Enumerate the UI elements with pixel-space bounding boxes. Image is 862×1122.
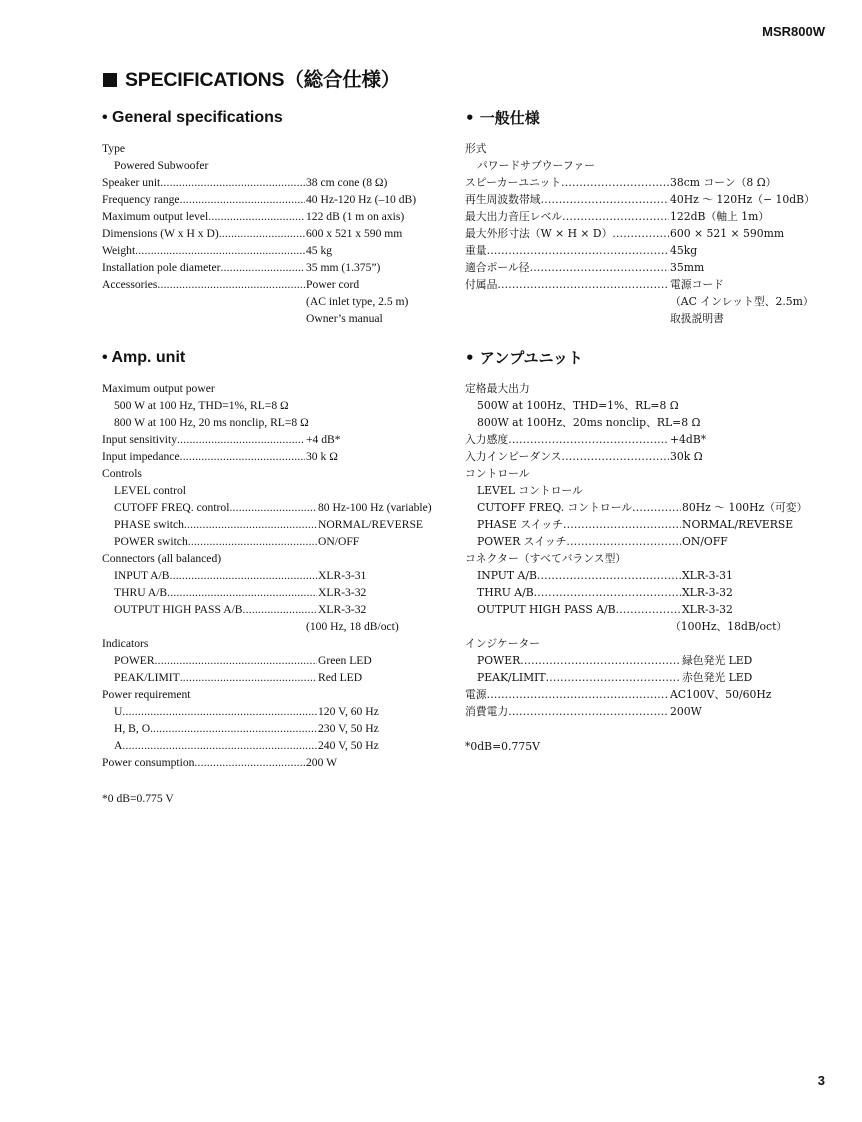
spec-value: 600 x 521 x 590 mm [306,227,403,240]
spec-text: Indicators [102,637,149,650]
spec-row [102,259,432,276]
footnote-jp: *0dB=0.775V [465,740,540,753]
spec-value: ON/OFF [318,535,360,548]
spec-label [102,567,317,584]
general-specs-list [102,140,432,327]
dot-leader [180,191,305,208]
spec-value: (100 Hz, 18 dB/oct) [306,620,399,633]
spec-label [102,652,317,669]
dot-leader [135,242,305,259]
spec-row [102,448,432,465]
spec-label [465,431,669,448]
spec-label [465,310,669,327]
spec-label [465,276,669,293]
spec-label [465,174,669,191]
spec-label-text: A [114,739,123,752]
spec-text: 800 W at 100 Hz, 20 ms nonclip, RL=8 Ω [114,416,309,429]
spec-value: 200W [670,705,702,718]
spec-value: （100Hz、18dB/oct） [670,620,788,633]
spec-label [465,208,669,225]
spec-text: Power requirement [102,688,191,701]
spec-label [102,584,317,601]
model-name: MSR800W [762,24,825,39]
spec-label-text: Input sensitivity [102,433,178,446]
spec-label [102,310,305,327]
spec-label-text: CUTOFF FREQ. コントロール [477,501,633,514]
spec-value: 45 kg [306,244,333,257]
page-title [103,64,400,92]
spec-value: 30 k Ω [306,450,338,463]
spec-row [465,550,805,567]
dot-leader [541,191,669,208]
spec-value: 240 V, 50 Hz [318,739,379,752]
spec-label [465,618,669,635]
spec-value: 38 cm cone (8 Ω) [306,176,388,189]
spec-row [465,225,805,242]
spec-label [102,499,317,516]
spec-label [465,499,681,516]
spec-row [102,276,432,293]
spec-label [102,293,305,310]
spec-row [465,140,805,157]
spec-row [465,669,805,686]
spec-text: 500W at 100Hz、THD=1%、RL=8 Ω [477,399,679,412]
spec-label-text: 最大出力音圧レベル [465,210,563,223]
spec-row [102,499,432,516]
spec-label [102,601,317,618]
spec-label [465,225,669,242]
spec-row [465,499,808,516]
dot-leader [208,208,305,225]
spec-row [465,431,805,448]
spec-label [102,208,305,225]
spec-row [465,567,805,584]
spec-label-text: INPUT A/B [114,569,170,582]
spec-value: NORMAL/REVERSE [318,518,423,531]
spec-row [465,686,805,703]
spec-label [102,720,317,737]
spec-label [102,737,317,754]
dot-leader [520,652,681,669]
spec-label [102,174,305,191]
general-specs-heading: • General specifications [102,109,283,126]
spec-row [102,242,432,259]
spec-label-text: POWER スイッチ [477,535,567,548]
spec-label [102,669,317,686]
spec-row [465,293,814,310]
spec-row [102,174,432,191]
spec-value: ON/OFF [682,535,728,548]
dot-leader [566,533,681,550]
spec-label [465,448,669,465]
spec-value: +4dB* [670,433,707,446]
spec-row [102,550,432,567]
spec-label-text: CUTOFF FREQ. control [114,501,230,514]
spec-label [102,225,305,242]
spec-label-text: Power consumption [102,756,195,769]
spec-label [102,191,305,208]
spec-value: 電源コード [670,278,724,291]
spec-row [465,516,805,533]
spec-text: 500 W at 100 Hz, THD=1%, RL=8 Ω [114,399,289,412]
spec-value: XLR-3-31 [682,569,733,582]
dot-leader [487,242,669,259]
spec-value: XLR-3-31 [318,569,367,582]
spec-label-text: 入力感度 [465,433,509,446]
spec-label-text: Weight [102,244,136,257]
amp-unit-list-jp [465,380,808,720]
dot-leader [534,584,681,601]
spec-label [102,618,305,635]
dot-leader [122,737,317,754]
spec-text: Controls [102,467,142,480]
spec-label [102,431,305,448]
spec-value: 取扱説明書 [670,312,724,325]
spec-value: 120 V, 60 Hz [318,705,379,718]
spec-row [465,601,805,618]
spec-row [465,482,805,499]
dot-leader [122,703,317,720]
spec-row [102,567,432,584]
spec-row [465,584,805,601]
spec-row [102,737,432,754]
spec-label-text: PHASE switch [114,518,184,531]
spec-value: Green LED [318,654,372,667]
spec-row [465,414,805,431]
spec-text: コントロール [465,467,530,480]
spec-value: +4 dB* [306,433,341,446]
dot-leader [562,448,669,465]
spec-row [465,310,805,327]
spec-row [102,686,432,703]
spec-row [102,754,432,771]
general-specs-heading-jp: • 一般仕様 [465,109,540,127]
spec-label [465,584,681,601]
spec-row [465,465,805,482]
dot-leader [219,225,305,242]
spec-row [102,310,432,327]
spec-row [102,482,432,499]
spec-label [465,567,681,584]
spec-label-text: POWER [114,654,155,667]
spec-label [102,448,305,465]
spec-value: (AC inlet type, 2.5 m) [306,295,409,308]
spec-row [465,703,805,720]
spec-label-text: Speaker unit [102,176,161,189]
spec-label [465,703,669,720]
spec-label-text: 電源 [465,688,487,701]
spec-row [102,157,432,174]
spec-row [102,601,432,618]
spec-label-text: U [114,705,123,718]
dot-leader [155,652,317,669]
japanese-column [465,106,815,755]
dot-leader [194,754,305,771]
spec-value: 38cm コーン（8 Ω） [670,176,777,189]
spec-label [465,601,681,618]
spec-row [102,465,432,482]
dot-leader [243,601,317,618]
spec-label [102,754,305,771]
spec-value: 40 Hz-120 Hz (–10 dB) [306,193,417,206]
dot-leader [487,686,669,703]
spec-row [465,259,805,276]
spec-value: 122 dB (1 m on axis) [306,210,405,223]
dot-leader [184,516,317,533]
spec-row [465,174,805,191]
spec-row [465,276,805,293]
dot-leader [508,431,669,448]
spec-value: 40Hz ～ 120Hz（− 10dB） [670,193,815,206]
spec-value: Owner’s manual [306,312,383,325]
spec-label [102,703,317,720]
spec-row [102,397,432,414]
spec-label-text: THRU A/B [114,586,168,599]
spec-row [102,293,432,310]
spec-value: NORMAL/REVERSE [682,518,794,531]
spec-row [102,380,432,397]
spec-value: 200 W [306,756,338,769]
spec-text: Type [102,142,126,155]
spec-label [465,293,669,310]
page-title-text: SPECIFICATIONS（総合仕様） [125,69,401,91]
spec-text: LEVEL コントロール [477,484,583,497]
spec-row [465,380,805,397]
spec-label [102,242,305,259]
dot-leader [508,703,669,720]
square-bullet-icon [103,73,117,87]
spec-value: AC100V、50/60Hz [670,688,772,701]
spec-text: Maximum output power [102,382,215,395]
spec-row [102,208,432,225]
spec-label [102,533,317,550]
spec-label [465,242,669,259]
dot-leader [563,516,681,533]
spec-value: XLR-3-32 [682,586,733,599]
spec-value: XLR-3-32 [318,603,367,616]
dot-leader [561,174,669,191]
page-number: 3 [817,1073,825,1088]
spec-label-text: OUTPUT HIGH PASS A/B [114,603,243,616]
spec-row [465,157,805,174]
dot-leader [157,276,305,293]
spec-row [465,397,805,414]
spec-row [465,652,805,669]
spec-value: （AC インレット型、2.5m） [670,295,814,308]
spec-value: Power cord [306,278,360,291]
spec-label-text: PEAK/LIMIT [477,671,546,684]
spec-row [102,669,432,686]
spec-row [465,242,805,259]
spec-label-text: スピーカーユニット [465,176,562,189]
dot-leader [546,669,681,686]
spec-label [102,259,305,276]
dot-leader [537,567,681,584]
dot-leader [632,499,681,516]
dot-leader [530,259,669,276]
amp-unit-heading-jp: • アンプユニット [465,349,583,367]
spec-row [465,618,805,635]
spec-label-text: 入力インピーダンス [465,450,562,463]
spec-value: 600 × 521 × 590mm [670,227,785,240]
general-specs-list-jp [465,140,815,327]
english-column [102,106,432,807]
spec-text: Powered Subwoofer [114,159,209,172]
dot-leader [612,225,669,242]
spec-label-text: 再生周波数帯域 [465,193,541,206]
spec-value: 230 V, 50 Hz [318,722,379,735]
spec-label-text: 重量 [465,244,487,257]
dot-leader [180,669,317,686]
dot-leader [220,259,305,276]
spec-label-text: Dimensions (W x H x D) [102,227,219,240]
spec-text: パワードサブウーファー [477,159,596,172]
spec-value: 35 mm (1.375”) [306,261,381,274]
spec-label-text: POWER switch [114,535,188,548]
spec-text: Connectors (all balanced) [102,552,222,565]
spec-row [465,448,805,465]
spec-value: 30k Ω [670,450,703,463]
dot-leader [180,448,305,465]
spec-text: 形式 [465,142,487,155]
spec-value: XLR-3-32 [682,603,733,616]
spec-text: コネクター（すべてバランス型） [465,552,627,565]
spec-row [465,635,805,652]
spec-text: 定格最大出力 [465,382,530,395]
spec-label [465,669,681,686]
spec-label-text: PEAK/LIMIT [114,671,180,684]
spec-label-text: Accessories [102,278,158,291]
spec-label [465,259,669,276]
spec-row [102,414,432,431]
dot-leader [229,499,317,516]
spec-label-text: Maximum output level [102,210,209,223]
spec-value: 赤色発光 LED [682,671,753,684]
dot-leader [562,208,669,225]
spec-text: インジケーター [465,637,541,650]
spec-text: 800W at 100Hz、20ms nonclip、RL=8 Ω [477,416,701,429]
dot-leader [497,276,669,293]
spec-label [465,516,681,533]
footnote: *0 dB=0.775 V [102,792,174,805]
dot-leader [160,174,305,191]
spec-label-text: 付属品 [465,278,498,291]
spec-label [465,686,669,703]
spec-row [102,191,432,208]
spec-label-text: INPUT A/B [477,569,537,582]
spec-row [102,431,432,448]
spec-value: 80 Hz-100 Hz (variable) [318,501,432,514]
spec-label-text: 消費電力 [465,705,509,718]
spec-row [102,140,432,157]
dot-leader [188,533,317,550]
spec-text: LEVEL control [114,484,187,497]
dot-leader [153,720,317,737]
dot-leader [170,567,317,584]
spec-value: 35mm [670,261,705,274]
spec-label-text: Input impedance [102,450,180,463]
spec-row [102,618,432,635]
spec-label [465,533,681,550]
spec-label-text: 最大外形寸法（W × H × D） [465,227,613,240]
spec-row [102,533,432,550]
spec-label-text: 適合ポール径 [465,261,530,274]
amp-unit-heading: • Amp. unit [102,349,186,366]
spec-value: XLR-3-32 [318,586,367,599]
amp-unit-list [102,380,432,771]
spec-label [465,652,681,669]
spec-label-text: PHASE スイッチ [477,518,563,531]
spec-row [102,720,432,737]
dot-leader [616,601,681,618]
spec-row [465,533,805,550]
dot-leader [167,584,317,601]
spec-value: 80Hz ～ 100Hz（可変） [682,501,808,514]
spec-row [102,516,432,533]
spec-label-text: Installation pole diameter [102,261,221,274]
spec-row [102,635,432,652]
spec-value: Red LED [318,671,363,684]
spec-label-text: OUTPUT HIGH PASS A/B [477,603,616,616]
spec-row [465,191,815,208]
spec-row [102,584,432,601]
spec-label [102,516,317,533]
spec-row [102,703,432,720]
dot-leader [177,431,305,448]
spec-label-text: POWER [477,654,521,667]
spec-label-text: Frequency range [102,193,180,206]
spec-row [465,208,805,225]
spec-label [102,276,305,293]
spec-row [102,225,432,242]
spec-label-text: H, B, O. [114,722,153,735]
spec-value: 122dB（軸上 1m） [670,210,770,223]
spec-row [102,652,432,669]
spec-label-text: THRU A/B [477,586,534,599]
spec-label [465,191,669,208]
spec-value: 緑色発光 LED [682,654,753,667]
spec-value: 45kg [670,244,698,257]
